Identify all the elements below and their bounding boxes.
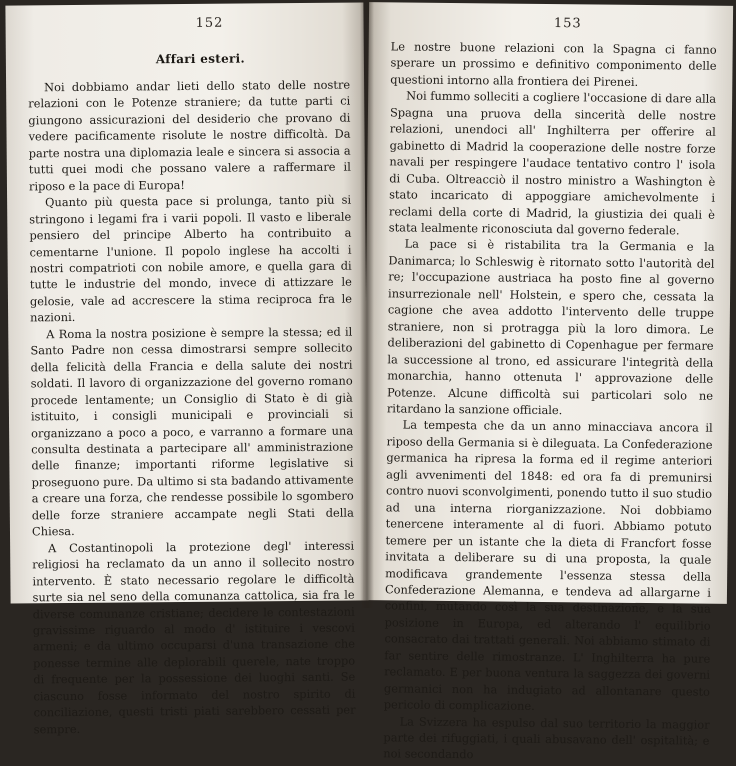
paragraph: Noi fummo solleciti a cogliere l'occasione di dare alla Spagna una pruova della sincerità delle nostre relazioni, unendoci all' Inghilterra per offerire al gabinetto di Madrid la cooperazione delle nostre forze navali per respingere l'audace tentativo contro l' isola di Cuba. Oltreacciò il nostro ministro a Washington è stato incaricato di appoggiare amichevolmente i reclami della corte di Madrid, la giustizia dei quali è stata lealmente riconosciuta dal governo federale. bbox=[388, 88, 717, 238]
left-page-number: 152 bbox=[195, 15, 224, 31]
left-page bbox=[5, 2, 368, 737]
paragraph: Le nostre buone relazioni con la Spagna ci fanno sperare un prossimo e definitivo componimento delle questioni intorno alla frontiera dei Pirenei. bbox=[390, 39, 717, 89]
paragraph: A Roma la nostra posizione è sempre la stessa; ed il Santo Padre non cessa dimostrarsi sempre sollecito della felicità della Francia e della salute dei nostri soldati. Il lavoro di organizzazione del governo romano procede lentamente; un Consiglio di Stato è di già istituito, i consigli municipali e provinciali si organizzano a poco a poco, e varranno a formare una consulta destinata a partecipare all' amministrazione delle finanze; importanti riforme legislative si proseguono pure. Da ultimo si sta badando attivamente a creare una forza, che rendesse possibile lo sgombero delle forze straniere accampate negli Stati della Chiesa. bbox=[30, 324, 354, 539]
right-page-body bbox=[383, 38, 717, 765]
left-page-body bbox=[28, 77, 356, 738]
paragraph: La pace si è ristabilita tra la Germania e la Danimarca; lo Schleswig è ritornato sotto l'autorità del re; l'occupazione austriaca ha posto fine al governo insurrezionale nell' Holstein, e spero che, cessata la cagione che avea addotto l'intervento delle truppe straniere, non si protragga più la loro dimora. Le deliberazioni del gabinetto di Copenhague per fermare la successione al trono, ed assicurare l'integrità della monarchia, hanno ottenuta l' approvazione delle Potenze. Alcune difficoltà sui particolari solo ne ritardano la sanzione officiale. bbox=[386, 236, 715, 418]
paragraph: La Svizzera ha espulso dal suo territorio la maggior parte dei rifuggiati, i quali abusavano dell' ospitalità; e noi secondando bbox=[383, 714, 710, 762]
section-title: Affari esteri. bbox=[155, 51, 246, 67]
right-page bbox=[363, 2, 733, 762]
paragraph: Noi dobbiamo andar lieti dello stato delle nostre relazioni con le Potenze straniere; da tutte parti ci giungono assicurazioni del desiderio che provano di vedere pacificamente risolute le nostre difficoltà. Da parte nostra una diplomazia leale e sincera si associa a tutti quei modi che possano valere a raffermare il riposo e la pace di Europa! bbox=[28, 77, 351, 194]
paragraph: Quanto più questa pace si prolunga, tanto più si stringono i legami fra i varii popoli. Il vasto e liberale pensiero del principe Alberto ha contribuito a cementarne l'unione. Il popolo inglese ha accolti i nostri compatrioti con nobile amore, e quella gara di tutte le industrie del mondo, invece di attizzare le gelosie, vale ad accrescere la stima reciproca fra le nazioni. bbox=[29, 192, 353, 325]
paragraph: La tempesta che da un anno minacciava ancora il riposo della Germania si è dileguata. La Confederazione germanica ha ripresa la forma ed il regime anteriori agli avvenimenti del 1848: ed ora fa di premunirsi contro nuovi sconvolgimenti, ponendo tutto il suo studio ad una interna riorganizzazione. Noi dobbiamo tenercene interamente al di fuori. Abbiamo potuto temere per un istante che la dieta di Francfort fosse invitata a deliberare su di una proposta, la quale modificava grandemente l'essenza stessa della Confederazione Alemanna, e tendeva ad allargarne i confini, mutando così la sua destinazione, e la sua posizione in Europa, ed alterando l' equilibrio consacrato dai trattati generali. Noi abbiamo stimato di far sentire delle rimostranze. L' Inghilterra ha pure reclamato. E per buona ventura la saggezza dei governi germanici non ha indugiato ad allontanare questo pericolo di complicazione. bbox=[383, 417, 713, 714]
paragraph: A Costantinopoli la protezione degl' interessi religiosi ha reclamato da un anno il sollecito nostro intervento. È stato necessario regolare le difficoltà surte sia nel seno della comunanza cattolica, sia fra le diverse comunanze cristiane; decidere le contestazioni gravissime riguardo al modo d' istituire i vescovi armeni; e da ultimo occuparsi d'una transazione che ponesse termine alle deplorabili querele, nate troppo di frequente per la possessione dei luoghi santi. Se ciascuno fosse informato del nostro spirito di conciliazione, questi tristi piati sarebbero cessati per sempre. bbox=[32, 538, 356, 737]
right-page-number: 153 bbox=[553, 16, 582, 32]
